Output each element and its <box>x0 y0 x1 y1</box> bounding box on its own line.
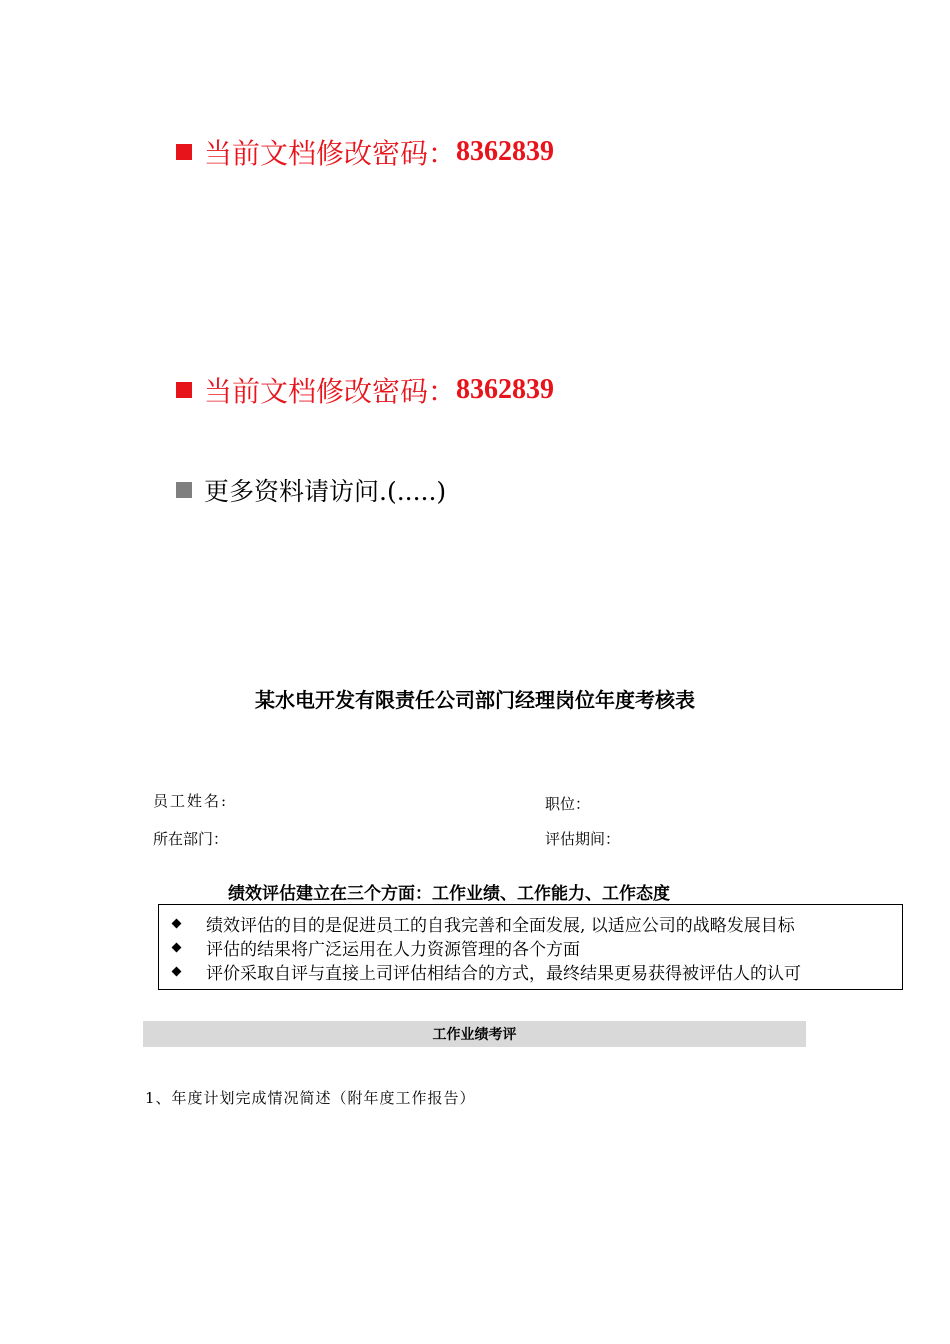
password-code: 8362839 <box>456 136 555 167</box>
notice-text: 当前文档修改密码： <box>204 375 457 408</box>
position-label: 职位： <box>545 795 591 813</box>
page-title: 某水电开发有限责任公司部门经理岗位年度考核表 <box>255 688 695 712</box>
purpose-box <box>158 904 903 990</box>
gray-square-icon <box>176 482 192 498</box>
password-notice-1 <box>176 132 554 172</box>
question-1: 1、年度计划完成情况简述（附年度工作报告） <box>145 1089 476 1107</box>
list-item <box>171 959 801 984</box>
list-item-text: 评价采取自评与直接上司评估相结合的方式，最终结果更易获得被评估人的认可 <box>206 964 801 984</box>
evaluation-intro: 绩效评估建立在三个方面：工作业绩、工作能力、工作态度 <box>228 884 670 904</box>
section-header-text: 工作业绩考评 <box>432 1027 517 1043</box>
list-item-text: 评估的结果将广泛运用在人力资源管理的各个方面 <box>206 940 580 960</box>
password-code: 8362839 <box>456 374 555 405</box>
section-header <box>143 1021 806 1047</box>
red-square-icon <box>176 144 192 160</box>
list-item-text: 绩效评估的目的是促进员工的自我完善和全面发展, 以适应公司的战略发展目标 <box>206 916 795 936</box>
period-label: 评估期间： <box>545 830 621 848</box>
password-notice-2 <box>176 370 554 410</box>
department-label: 所在部门： <box>153 830 229 848</box>
list-item <box>171 911 795 936</box>
diamond-bullet-icon <box>172 967 182 977</box>
notice-text: 当前文档修改密码： <box>204 137 457 170</box>
list-item <box>171 935 580 960</box>
more-resources-text: 更多资料请访问.(.....) <box>204 477 447 506</box>
diamond-bullet-icon <box>172 943 182 953</box>
employee-name-label: 员工姓名: <box>153 792 229 810</box>
red-square-icon <box>176 382 192 398</box>
diamond-bullet-icon <box>172 919 182 929</box>
more-resources-notice <box>176 472 446 508</box>
